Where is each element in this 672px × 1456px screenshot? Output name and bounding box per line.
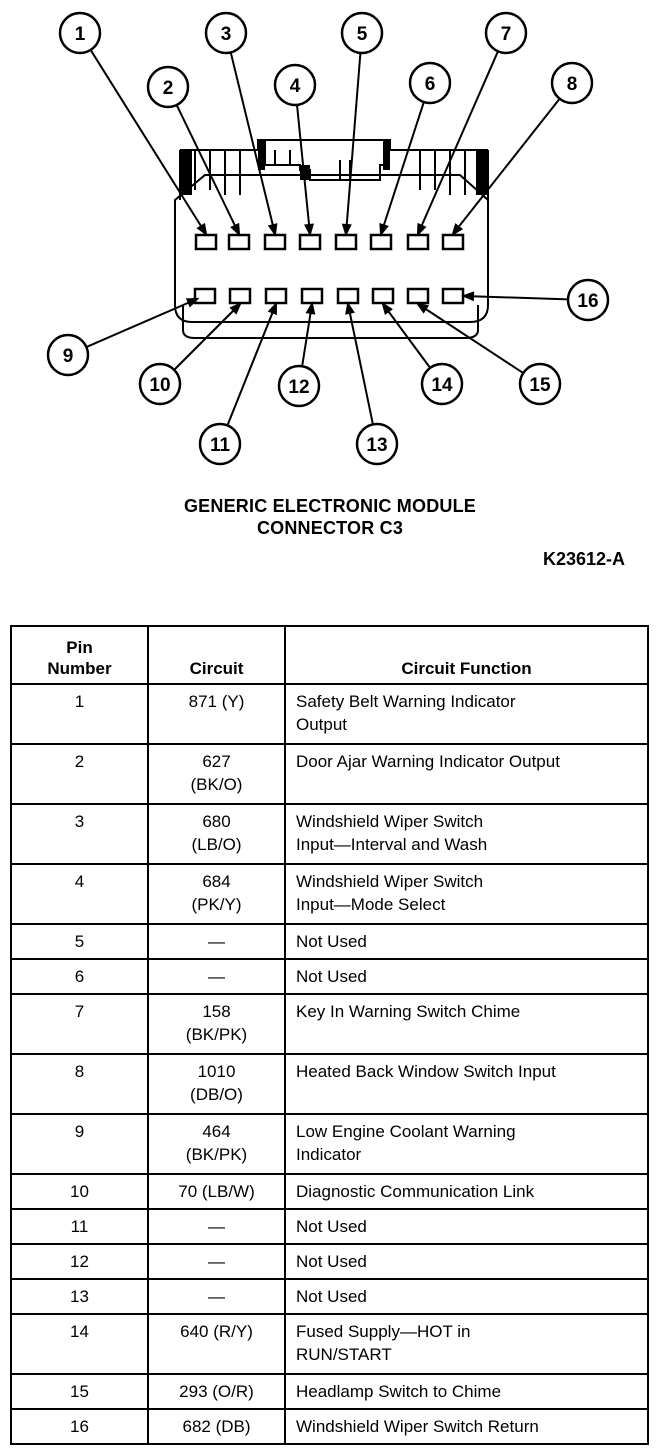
circuit-code: 627: [202, 752, 231, 771]
pin-callout: [486, 13, 526, 53]
pin-number: 2: [74, 752, 85, 771]
pin-number: 4: [74, 872, 85, 891]
circuit-cell: [148, 864, 285, 924]
pin-callouts: [48, 13, 608, 464]
callout-number: 8: [566, 74, 578, 95]
diagram-subtitle: CONNECTOR C3: [256, 518, 404, 538]
circuit-cell: [148, 1174, 285, 1209]
connector-diagram: [0, 0, 672, 490]
leader-line: [464, 296, 568, 299]
pin-number: 8: [74, 1062, 85, 1081]
circuit-color: (BK/PK): [185, 1025, 248, 1044]
leader-arrowhead: [464, 293, 473, 300]
terminal-cavity: [408, 289, 428, 303]
pin-cell: [11, 1314, 148, 1374]
function-cell: [285, 994, 648, 1054]
circuit-code: —: [208, 1217, 225, 1236]
function-cell: [285, 924, 648, 959]
pin-callout: [520, 364, 560, 404]
circuit-function: Windshield Wiper Switch Return: [296, 1417, 539, 1436]
leader-line: [346, 53, 360, 234]
terminal-cavity: [371, 235, 391, 249]
terminal-cavity: [265, 235, 285, 249]
function-cell: [285, 864, 648, 924]
pin-callout: [552, 63, 592, 103]
table-row: [11, 684, 648, 744]
pin-cell: [11, 804, 148, 864]
function-cell: [285, 744, 648, 804]
pin-cell: [11, 684, 148, 744]
leader-line: [383, 304, 430, 368]
leader-arrowhead: [418, 224, 425, 234]
terminal-cavity: [229, 235, 249, 249]
circuit-function: Key In Warning Switch Chime: [296, 1002, 521, 1021]
terminal-cavity: [300, 235, 320, 249]
pin-callout: [410, 63, 450, 103]
circuit-code: —: [208, 1252, 225, 1271]
pin-callout: [357, 424, 397, 464]
table-row: [11, 1054, 648, 1114]
circuit-cell: [148, 1209, 285, 1244]
table-row: [11, 1209, 648, 1244]
circuit-cell: [148, 1314, 285, 1374]
leader-arrowhead: [343, 225, 350, 234]
circuit-function: Not Used: [296, 1217, 367, 1236]
leader-arrowhead: [232, 224, 239, 234]
leader-arrowhead: [418, 304, 427, 312]
table-row: [11, 1244, 648, 1279]
circuit-color: (DB/O): [190, 1085, 243, 1104]
table-row: [11, 924, 648, 959]
pin-callout: [200, 424, 240, 464]
circuit-function-cont: Output: [296, 715, 348, 734]
part-number: K23612-A: [542, 549, 625, 569]
pin-number: 13: [70, 1287, 89, 1306]
header-circuit: Circuit: [148, 626, 285, 684]
circuit-code: 1010: [197, 1062, 236, 1081]
circuit-code: 158: [202, 1002, 231, 1021]
circuit-code: 680: [202, 812, 231, 831]
pin-callout: [140, 364, 180, 404]
circuit-function: Diagnostic Communication Link: [296, 1182, 535, 1201]
circuit-function-cont: Input—Interval and Wash: [296, 835, 488, 854]
table-row: [11, 864, 648, 924]
pin-cell: [11, 1244, 148, 1279]
function-cell: [285, 959, 648, 994]
pin-callout: [275, 65, 315, 105]
circuit-cell: [148, 1279, 285, 1314]
circuit-code: 464: [202, 1122, 231, 1141]
callout-number: 16: [577, 291, 599, 312]
circuit-cell: [148, 924, 285, 959]
callout-number: 13: [366, 435, 388, 456]
circuit-cell: [148, 1114, 285, 1174]
callout-number: 11: [209, 435, 231, 456]
pin-callout: [422, 364, 462, 404]
table-row: [11, 959, 648, 994]
circuit-code: 640 (R/Y): [180, 1322, 253, 1341]
callout-number: 3: [220, 24, 232, 45]
pin-number: 6: [74, 967, 85, 986]
circuit-code: 871 (Y): [188, 692, 245, 711]
function-cell: [285, 1279, 648, 1314]
terminal-cavity: [196, 235, 216, 249]
circuit-cell: [148, 804, 285, 864]
table-header-row: [11, 626, 648, 684]
circuit-cell: [148, 1374, 285, 1409]
pin-number: 9: [74, 1122, 85, 1141]
table-row: [11, 1409, 648, 1444]
function-cell: [285, 684, 648, 744]
circuit-function: Windshield Wiper Switch: [296, 812, 484, 831]
connector-housing: [175, 140, 488, 338]
header-circuit-function: Circuit Function: [285, 626, 648, 684]
pin-number: 5: [74, 932, 85, 951]
diagram-title: GENERIC ELECTRONIC MODULE: [183, 496, 476, 516]
pin-cell: [11, 1374, 148, 1409]
callout-number: 6: [424, 74, 436, 95]
circuit-function: Windshield Wiper Switch: [296, 872, 484, 891]
terminal-cavity: [443, 289, 463, 303]
pin-number: 11: [70, 1217, 89, 1236]
circuit-cell: [148, 1054, 285, 1114]
circuit-function-cont: Input—Mode Select: [296, 895, 446, 914]
circuit-cell: [148, 744, 285, 804]
circuit-function: Low Engine Coolant Warning: [296, 1122, 516, 1141]
callout-number: 7: [500, 24, 512, 45]
function-cell: [285, 1244, 648, 1279]
table-row: [11, 994, 648, 1054]
table-row: [11, 1174, 648, 1209]
housing-shading: [180, 140, 488, 195]
circuit-code: 293 (O/R): [179, 1382, 254, 1401]
pin-cell: [11, 959, 148, 994]
pin-cell: [11, 1054, 148, 1114]
leader-arrowhead: [269, 224, 276, 234]
circuit-cell: [148, 1409, 285, 1444]
terminal-cavity: [373, 289, 393, 303]
circuit-code: 682 (DB): [182, 1417, 251, 1436]
terminal-cavity: [408, 235, 428, 249]
circuit-function: Fused Supply—HOT in: [296, 1322, 471, 1341]
terminal-cavity: [336, 235, 356, 249]
circuit-function: Headlamp Switch to Chime: [296, 1382, 502, 1401]
function-cell: [285, 1209, 648, 1244]
pin-cell: [11, 744, 148, 804]
pin-callout: [568, 280, 608, 320]
pin-callout: [206, 13, 246, 53]
circuit-function-cont: RUN/START: [296, 1345, 392, 1364]
circuit-cell: [148, 1244, 285, 1279]
pin-callout: [342, 13, 382, 53]
leader-arrowhead: [380, 224, 387, 234]
header-pin-number: [11, 626, 148, 684]
pin-number: 7: [74, 1002, 85, 1021]
pin-number: 1: [74, 692, 85, 711]
circuit-function-cont: Indicator: [296, 1145, 362, 1164]
table-row: [11, 1314, 648, 1374]
function-cell: [285, 1054, 648, 1114]
callout-number: 2: [162, 78, 174, 99]
callout-number: 1: [74, 24, 86, 45]
leader-line: [91, 50, 206, 234]
pin-cell: [11, 924, 148, 959]
terminal-cavity: [338, 289, 358, 303]
leader-arrowhead: [269, 304, 276, 314]
terminal-cavities: [195, 235, 463, 303]
pin-table: [10, 625, 649, 1445]
leader-arrowhead: [307, 304, 314, 313]
circuit-code: 70 (LB/W): [178, 1182, 255, 1201]
circuit-function: Not Used: [296, 932, 367, 951]
circuit-code: —: [208, 932, 225, 951]
pin-number: 15: [70, 1382, 89, 1401]
circuit-color: (PK/Y): [191, 895, 242, 914]
circuit-function: Safety Belt Warning Indicator: [296, 692, 516, 711]
table-row: [11, 1114, 648, 1174]
circuit-code: 684: [202, 872, 231, 891]
leader-line: [174, 304, 240, 370]
function-cell: [285, 1314, 648, 1374]
leader-line: [231, 52, 275, 234]
pin-callout: [279, 366, 319, 406]
pin-cell: [11, 864, 148, 924]
terminal-cavity: [266, 289, 286, 303]
circuit-code: —: [208, 967, 225, 986]
function-cell: [285, 1409, 648, 1444]
circuit-code: —: [208, 1287, 225, 1306]
pin-callout: [48, 335, 88, 375]
table-row: [11, 1374, 648, 1409]
leader-arrowhead: [346, 304, 353, 314]
pin-cell: [11, 1209, 148, 1244]
function-cell: [285, 1114, 648, 1174]
circuit-cell: [148, 684, 285, 744]
function-cell: [285, 804, 648, 864]
callout-number: 4: [289, 76, 301, 97]
pin-number: 12: [70, 1252, 89, 1271]
pin-number: 16: [70, 1417, 89, 1436]
circuit-cell: [148, 959, 285, 994]
callout-number: 12: [288, 377, 310, 398]
pin-number: 3: [74, 812, 85, 831]
circuit-color: (BK/PK): [185, 1145, 248, 1164]
table-row: [11, 804, 648, 864]
pin-cell: [11, 1279, 148, 1314]
function-cell: [285, 1374, 648, 1409]
pin-number: 14: [70, 1322, 89, 1341]
terminal-cavity: [195, 289, 215, 303]
pin-cell: [11, 1174, 148, 1209]
function-cell: [285, 1174, 648, 1209]
callout-number: 9: [62, 346, 74, 367]
pin-cell: [11, 1114, 148, 1174]
terminal-cavity: [302, 289, 322, 303]
callout-number: 15: [529, 375, 551, 396]
leader-arrowhead: [306, 225, 313, 234]
circuit-function: Door Ajar Warning Indicator Output: [296, 752, 560, 771]
circuit-function: Not Used: [296, 967, 367, 986]
circuit-color: (LB/O): [191, 835, 242, 854]
circuit-cell: [148, 994, 285, 1054]
header-pin-line1: Pin: [66, 638, 93, 657]
table-row: [11, 1279, 648, 1314]
table-row: [11, 744, 648, 804]
header-pin-line2: Number: [47, 659, 112, 678]
terminal-cavity: [443, 235, 463, 249]
circuit-function: Not Used: [296, 1252, 367, 1271]
circuit-color: (BK/O): [190, 775, 243, 794]
pin-cell: [11, 994, 148, 1054]
circuit-function: Not Used: [296, 1287, 367, 1306]
terminal-cavity: [230, 289, 250, 303]
leader-line: [86, 299, 197, 347]
circuit-function: Heated Back Window Switch Input: [296, 1062, 556, 1081]
pin-callout: [148, 67, 188, 107]
callout-number: 10: [149, 375, 171, 396]
pin-callout: [60, 13, 100, 53]
pin-cell: [11, 1409, 148, 1444]
callout-number: 14: [431, 375, 453, 396]
callout-number: 5: [356, 24, 368, 45]
pin-number: 10: [70, 1182, 89, 1201]
leader-arrowhead: [198, 225, 206, 234]
